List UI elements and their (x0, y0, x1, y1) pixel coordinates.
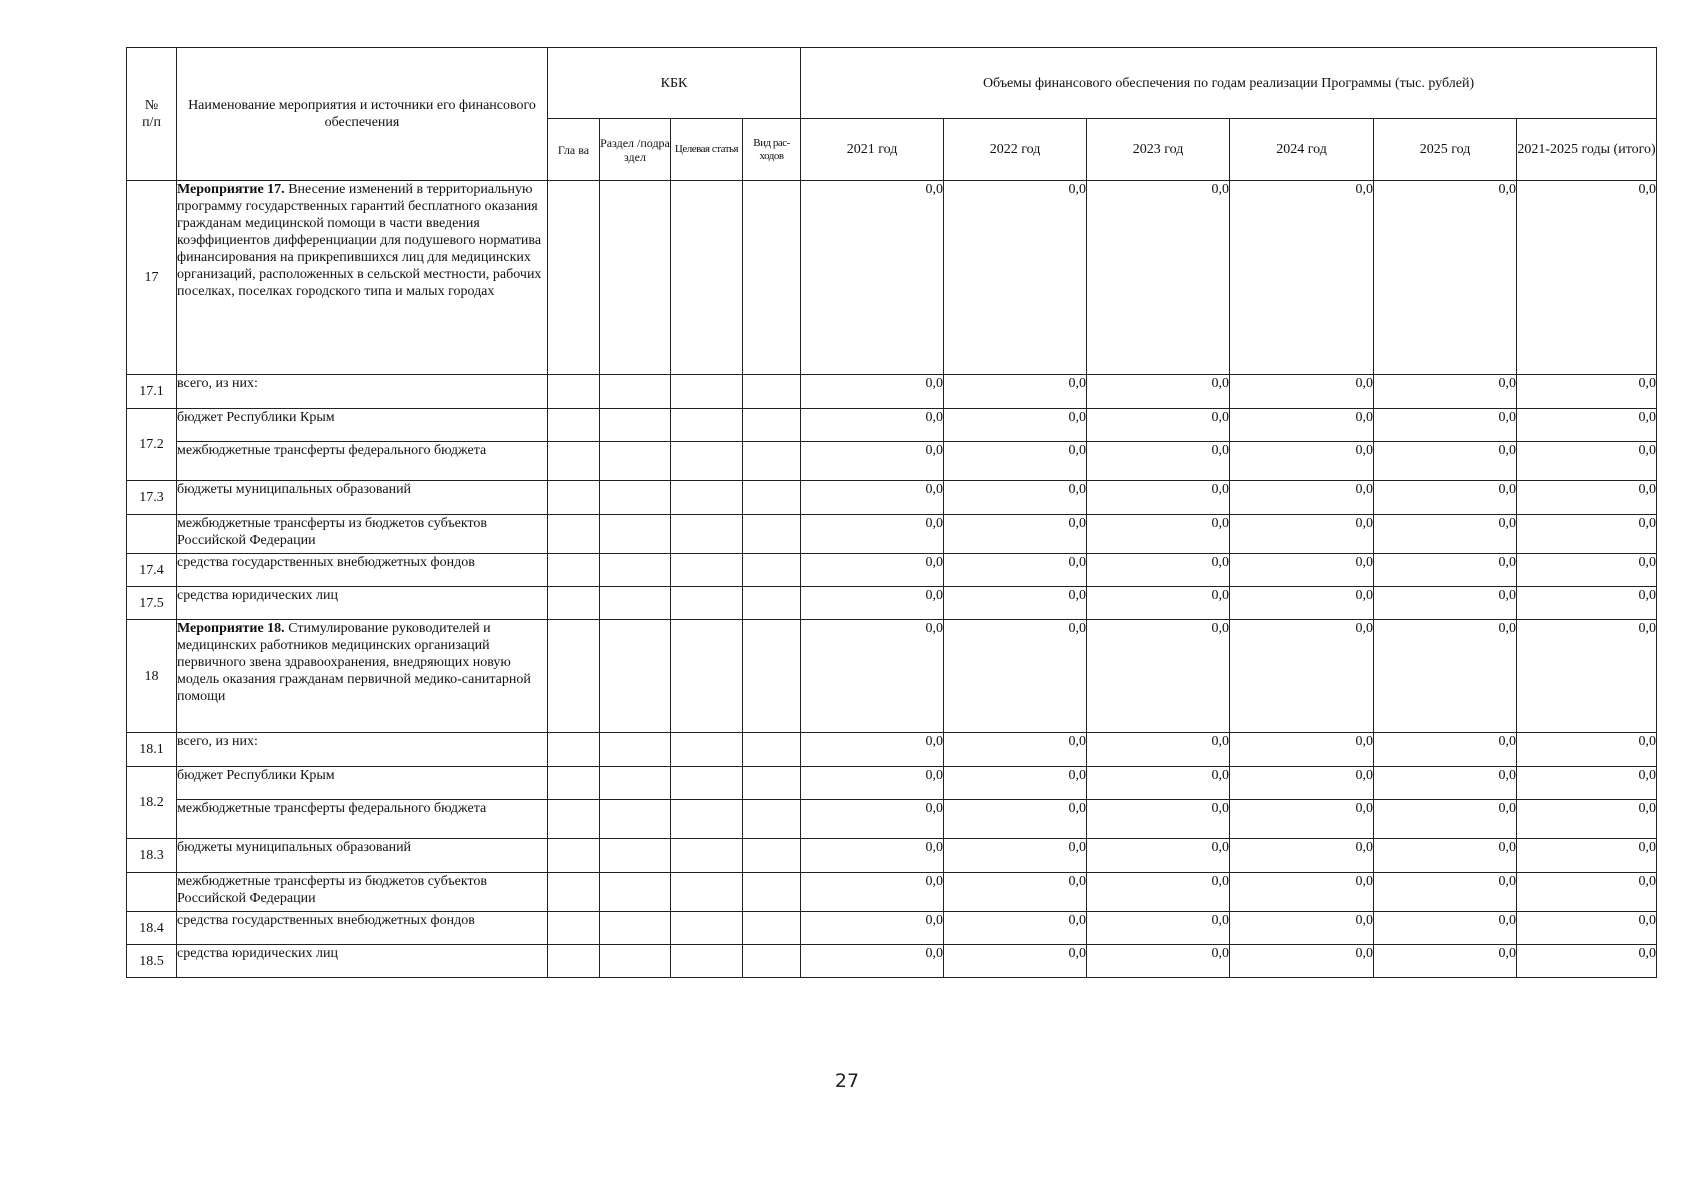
kbk-cell (743, 515, 801, 554)
row-name (177, 442, 548, 481)
value-cell: 0,0 (801, 442, 944, 481)
header-year-total: 2021-2025 годы (итого) (1517, 119, 1657, 181)
value-cell: 0,0 (1230, 873, 1374, 912)
value-cell: 0,0 (801, 839, 944, 873)
kbk-cell (743, 442, 801, 481)
row-number: 17.3 (127, 481, 177, 515)
table-row (127, 767, 1657, 800)
value-cell: 0,0 (1517, 912, 1657, 945)
kbk-cell (671, 912, 743, 945)
value-cell: 0,0 (1230, 800, 1374, 839)
header-kbk-glava: Гла ва (548, 119, 600, 181)
kbk-cell (743, 800, 801, 839)
value-cell: 0,0 (1230, 375, 1374, 409)
table-row (127, 442, 1657, 481)
kbk-cell (600, 767, 671, 800)
value-cell: 0,0 (1517, 620, 1657, 733)
value-cell: 0,0 (944, 481, 1087, 515)
header-col-no: № п/п (127, 48, 177, 181)
value-cell: 0,0 (1517, 587, 1657, 620)
value-cell: 0,0 (1087, 481, 1230, 515)
kbk-cell (600, 442, 671, 481)
row-name-text: средства юридических лиц (177, 946, 338, 961)
value-cell: 0,0 (1230, 767, 1374, 800)
row-name-text: Стимулирование руководителей и медицинских работников медицинских организаций первичного звена здравоохранения, внедряющих новую модель оказания гражданам первичной медико-санитарной помощи (177, 621, 531, 704)
kbk-cell (671, 620, 743, 733)
value-cell: 0,0 (1230, 515, 1374, 554)
value-cell: 0,0 (1374, 945, 1517, 978)
table-row (127, 733, 1657, 767)
value-cell: 0,0 (1374, 767, 1517, 800)
kbk-cell (743, 873, 801, 912)
row-name (177, 839, 548, 873)
kbk-cell (548, 181, 600, 375)
kbk-cell (600, 181, 671, 375)
value-cell: 0,0 (1517, 945, 1657, 978)
row-name-text: средства государственных внебюджетных фондов (177, 913, 475, 928)
kbk-cell (671, 587, 743, 620)
table-row (127, 515, 1657, 554)
value-cell: 0,0 (1517, 515, 1657, 554)
value-cell: 0,0 (1230, 620, 1374, 733)
value-cell: 0,0 (944, 839, 1087, 873)
row-number: 17 (127, 181, 177, 375)
value-cell: 0,0 (1087, 912, 1230, 945)
table-row (127, 554, 1657, 587)
row-number: 17.4 (127, 554, 177, 587)
value-cell: 0,0 (944, 873, 1087, 912)
kbk-cell (600, 839, 671, 873)
kbk-cell (600, 912, 671, 945)
value-cell: 0,0 (1087, 839, 1230, 873)
row-name-bold: Мероприятие 17. (177, 182, 285, 197)
value-cell: 0,0 (1230, 912, 1374, 945)
kbk-cell (671, 409, 743, 442)
kbk-cell (600, 587, 671, 620)
kbk-cell (600, 554, 671, 587)
value-cell: 0,0 (944, 945, 1087, 978)
value-cell: 0,0 (944, 442, 1087, 481)
value-cell: 0,0 (1087, 181, 1230, 375)
table-row (127, 945, 1657, 978)
header-year-2024: 2024 год (1230, 119, 1374, 181)
kbk-cell (671, 554, 743, 587)
value-cell: 0,0 (1087, 515, 1230, 554)
value-cell: 0,0 (1087, 620, 1230, 733)
value-cell: 0,0 (944, 800, 1087, 839)
table-row (127, 481, 1657, 515)
kbk-cell (743, 181, 801, 375)
value-cell: 0,0 (944, 620, 1087, 733)
value-cell: 0,0 (1087, 767, 1230, 800)
value-cell: 0,0 (801, 800, 944, 839)
row-name (177, 554, 548, 587)
row-number: 18.2 (127, 767, 177, 839)
table-row (127, 912, 1657, 945)
row-number: 18.1 (127, 733, 177, 767)
kbk-cell (671, 181, 743, 375)
kbk-cell (671, 873, 743, 912)
value-cell: 0,0 (1374, 181, 1517, 375)
page-number: 27 (834, 1070, 860, 1092)
row-number: 17.2 (127, 409, 177, 481)
table-row (127, 873, 1657, 912)
row-name-text: всего, из них: (177, 734, 258, 749)
kbk-cell (548, 620, 600, 733)
value-cell: 0,0 (1374, 409, 1517, 442)
header-kbk: КБК (548, 48, 801, 119)
value-cell: 0,0 (801, 767, 944, 800)
row-name (177, 733, 548, 767)
row-name-text: бюджет Республики Крым (177, 410, 335, 425)
value-cell: 0,0 (1230, 442, 1374, 481)
row-number (127, 515, 177, 554)
value-cell: 0,0 (944, 587, 1087, 620)
value-cell: 0,0 (1374, 587, 1517, 620)
value-cell: 0,0 (801, 409, 944, 442)
kbk-cell (600, 481, 671, 515)
value-cell: 0,0 (801, 912, 944, 945)
value-cell: 0,0 (1374, 912, 1517, 945)
value-cell: 0,0 (801, 181, 944, 375)
kbk-cell (548, 945, 600, 978)
row-number: 18 (127, 620, 177, 733)
kbk-cell (743, 620, 801, 733)
kbk-cell (743, 767, 801, 800)
header-col-name: Наименование мероприятия и источники его финансового обеспечения (177, 48, 548, 181)
kbk-cell (743, 839, 801, 873)
value-cell: 0,0 (944, 554, 1087, 587)
value-cell: 0,0 (1087, 554, 1230, 587)
header-year-2022: 2022 год (944, 119, 1087, 181)
value-cell: 0,0 (1517, 442, 1657, 481)
value-cell: 0,0 (1517, 409, 1657, 442)
row-name-text: бюджеты муниципальных образований (177, 840, 412, 855)
kbk-cell (548, 554, 600, 587)
value-cell: 0,0 (1230, 945, 1374, 978)
row-name (177, 181, 548, 375)
kbk-cell (548, 839, 600, 873)
kbk-cell (671, 733, 743, 767)
value-cell: 0,0 (801, 554, 944, 587)
value-cell: 0,0 (1374, 733, 1517, 767)
value-cell: 0,0 (1517, 554, 1657, 587)
kbk-cell (548, 515, 600, 554)
value-cell: 0,0 (944, 515, 1087, 554)
row-number: 18.4 (127, 912, 177, 945)
header-kbk-vid: Вид рас- ходов (743, 119, 801, 181)
value-cell: 0,0 (1230, 733, 1374, 767)
row-name (177, 587, 548, 620)
row-name (177, 481, 548, 515)
value-cell: 0,0 (1374, 873, 1517, 912)
table-row (127, 181, 1657, 375)
value-cell: 0,0 (801, 375, 944, 409)
kbk-cell (548, 375, 600, 409)
row-number: 17.1 (127, 375, 177, 409)
kbk-cell (548, 481, 600, 515)
kbk-cell (743, 409, 801, 442)
value-cell: 0,0 (1517, 733, 1657, 767)
kbk-cell (671, 515, 743, 554)
kbk-cell (600, 620, 671, 733)
table-body (127, 181, 1657, 978)
kbk-cell (548, 767, 600, 800)
header-kbk-razdel: Раздел /подра здел (600, 119, 671, 181)
kbk-cell (743, 481, 801, 515)
value-cell: 0,0 (944, 912, 1087, 945)
kbk-cell (600, 800, 671, 839)
value-cell: 0,0 (1374, 481, 1517, 515)
value-cell: 0,0 (1087, 945, 1230, 978)
kbk-cell (548, 587, 600, 620)
row-name-text: бюджет Республики Крым (177, 768, 335, 783)
kbk-cell (671, 767, 743, 800)
kbk-cell (600, 375, 671, 409)
value-cell: 0,0 (1374, 620, 1517, 733)
kbk-cell (743, 375, 801, 409)
kbk-cell (671, 375, 743, 409)
kbk-cell (600, 733, 671, 767)
value-cell: 0,0 (1230, 481, 1374, 515)
row-name (177, 912, 548, 945)
kbk-cell (548, 733, 600, 767)
row-name-text: межбюджетные трансферты из бюджетов субъектов Российской Федерации (177, 874, 487, 906)
kbk-cell (671, 945, 743, 978)
value-cell: 0,0 (801, 945, 944, 978)
kbk-cell (671, 839, 743, 873)
value-cell: 0,0 (801, 481, 944, 515)
row-name (177, 945, 548, 978)
value-cell: 0,0 (801, 587, 944, 620)
value-cell: 0,0 (1517, 800, 1657, 839)
value-cell: 0,0 (1374, 515, 1517, 554)
value-cell: 0,0 (1087, 587, 1230, 620)
table-row (127, 587, 1657, 620)
row-name-text: межбюджетные трансферты федерального бюджета (177, 443, 487, 458)
kbk-cell (548, 912, 600, 945)
value-cell: 0,0 (1374, 442, 1517, 481)
kbk-cell (743, 587, 801, 620)
row-number: 18.3 (127, 839, 177, 873)
value-cell: 0,0 (1517, 481, 1657, 515)
row-number (127, 873, 177, 912)
table-row (127, 375, 1657, 409)
value-cell: 0,0 (801, 620, 944, 733)
header-kbk-tselevaya: Целевая статья (671, 119, 743, 181)
value-cell: 0,0 (1374, 375, 1517, 409)
row-name (177, 375, 548, 409)
header-year-2025: 2025 год (1374, 119, 1517, 181)
kbk-cell (600, 409, 671, 442)
table-row (127, 409, 1657, 442)
row-name-bold: Мероприятие 18. (177, 621, 285, 636)
kbk-cell (548, 409, 600, 442)
value-cell: 0,0 (801, 515, 944, 554)
kbk-cell (743, 945, 801, 978)
row-name-text: Внесение изменений в территориальную программу государственных гарантий бесплатного оказания гражданам медицинской помощи в части введения коэффициентов дифференциации для подушевого норматива финансирования на прикрепившихся лиц для медицинских организаций, расположенных в сельской местности, рабочих поселках, поселках городского типа и малых городах (177, 182, 542, 299)
value-cell: 0,0 (1517, 873, 1657, 912)
value-cell: 0,0 (1374, 839, 1517, 873)
kbk-cell (671, 800, 743, 839)
value-cell: 0,0 (1087, 733, 1230, 767)
row-name-text: бюджеты муниципальных образований (177, 482, 412, 497)
value-cell: 0,0 (944, 181, 1087, 375)
table-row (127, 620, 1657, 733)
kbk-cell (743, 733, 801, 767)
value-cell: 0,0 (944, 375, 1087, 409)
value-cell: 0,0 (801, 873, 944, 912)
value-cell: 0,0 (1087, 442, 1230, 481)
value-cell: 0,0 (944, 409, 1087, 442)
row-name-text: средства юридических лиц (177, 588, 338, 603)
header-year-2021: 2021 год (801, 119, 944, 181)
value-cell: 0,0 (1517, 181, 1657, 375)
value-cell: 0,0 (1230, 554, 1374, 587)
value-cell: 0,0 (1374, 800, 1517, 839)
value-cell: 0,0 (944, 767, 1087, 800)
row-name-text: межбюджетные трансферты из бюджетов субъектов Российской Федерации (177, 516, 487, 548)
kbk-cell (548, 800, 600, 839)
value-cell: 0,0 (1517, 375, 1657, 409)
table-row (127, 800, 1657, 839)
value-cell: 0,0 (1087, 375, 1230, 409)
kbk-cell (743, 912, 801, 945)
value-cell: 0,0 (1230, 839, 1374, 873)
kbk-cell (671, 481, 743, 515)
row-name (177, 620, 548, 733)
value-cell: 0,0 (1230, 587, 1374, 620)
row-name-text: всего, из них: (177, 376, 258, 391)
value-cell: 0,0 (1230, 181, 1374, 375)
row-name (177, 409, 548, 442)
value-cell: 0,0 (1087, 409, 1230, 442)
value-cell: 0,0 (1087, 800, 1230, 839)
header-year-2023: 2023 год (1087, 119, 1230, 181)
table-row (127, 839, 1657, 873)
row-name (177, 515, 548, 554)
row-name (177, 800, 548, 839)
kbk-cell (548, 442, 600, 481)
row-number: 18.5 (127, 945, 177, 978)
value-cell: 0,0 (1517, 839, 1657, 873)
kbk-cell (600, 515, 671, 554)
kbk-cell (548, 873, 600, 912)
value-cell: 0,0 (1230, 409, 1374, 442)
row-name-text: средства государственных внебюджетных фондов (177, 555, 475, 570)
kbk-cell (743, 554, 801, 587)
kbk-cell (671, 442, 743, 481)
value-cell: 0,0 (801, 733, 944, 767)
kbk-cell (600, 873, 671, 912)
value-cell: 0,0 (944, 733, 1087, 767)
row-name-text: межбюджетные трансферты федерального бюджета (177, 801, 487, 816)
row-name (177, 767, 548, 800)
row-name (177, 873, 548, 912)
row-number: 17.5 (127, 587, 177, 620)
value-cell: 0,0 (1374, 554, 1517, 587)
kbk-cell (600, 945, 671, 978)
header-volumes: Объемы финансового обеспечения по годам реализации Программы (тыс. рублей) (801, 48, 1657, 119)
value-cell: 0,0 (1087, 873, 1230, 912)
value-cell: 0,0 (1517, 767, 1657, 800)
financing-table (126, 47, 1657, 978)
